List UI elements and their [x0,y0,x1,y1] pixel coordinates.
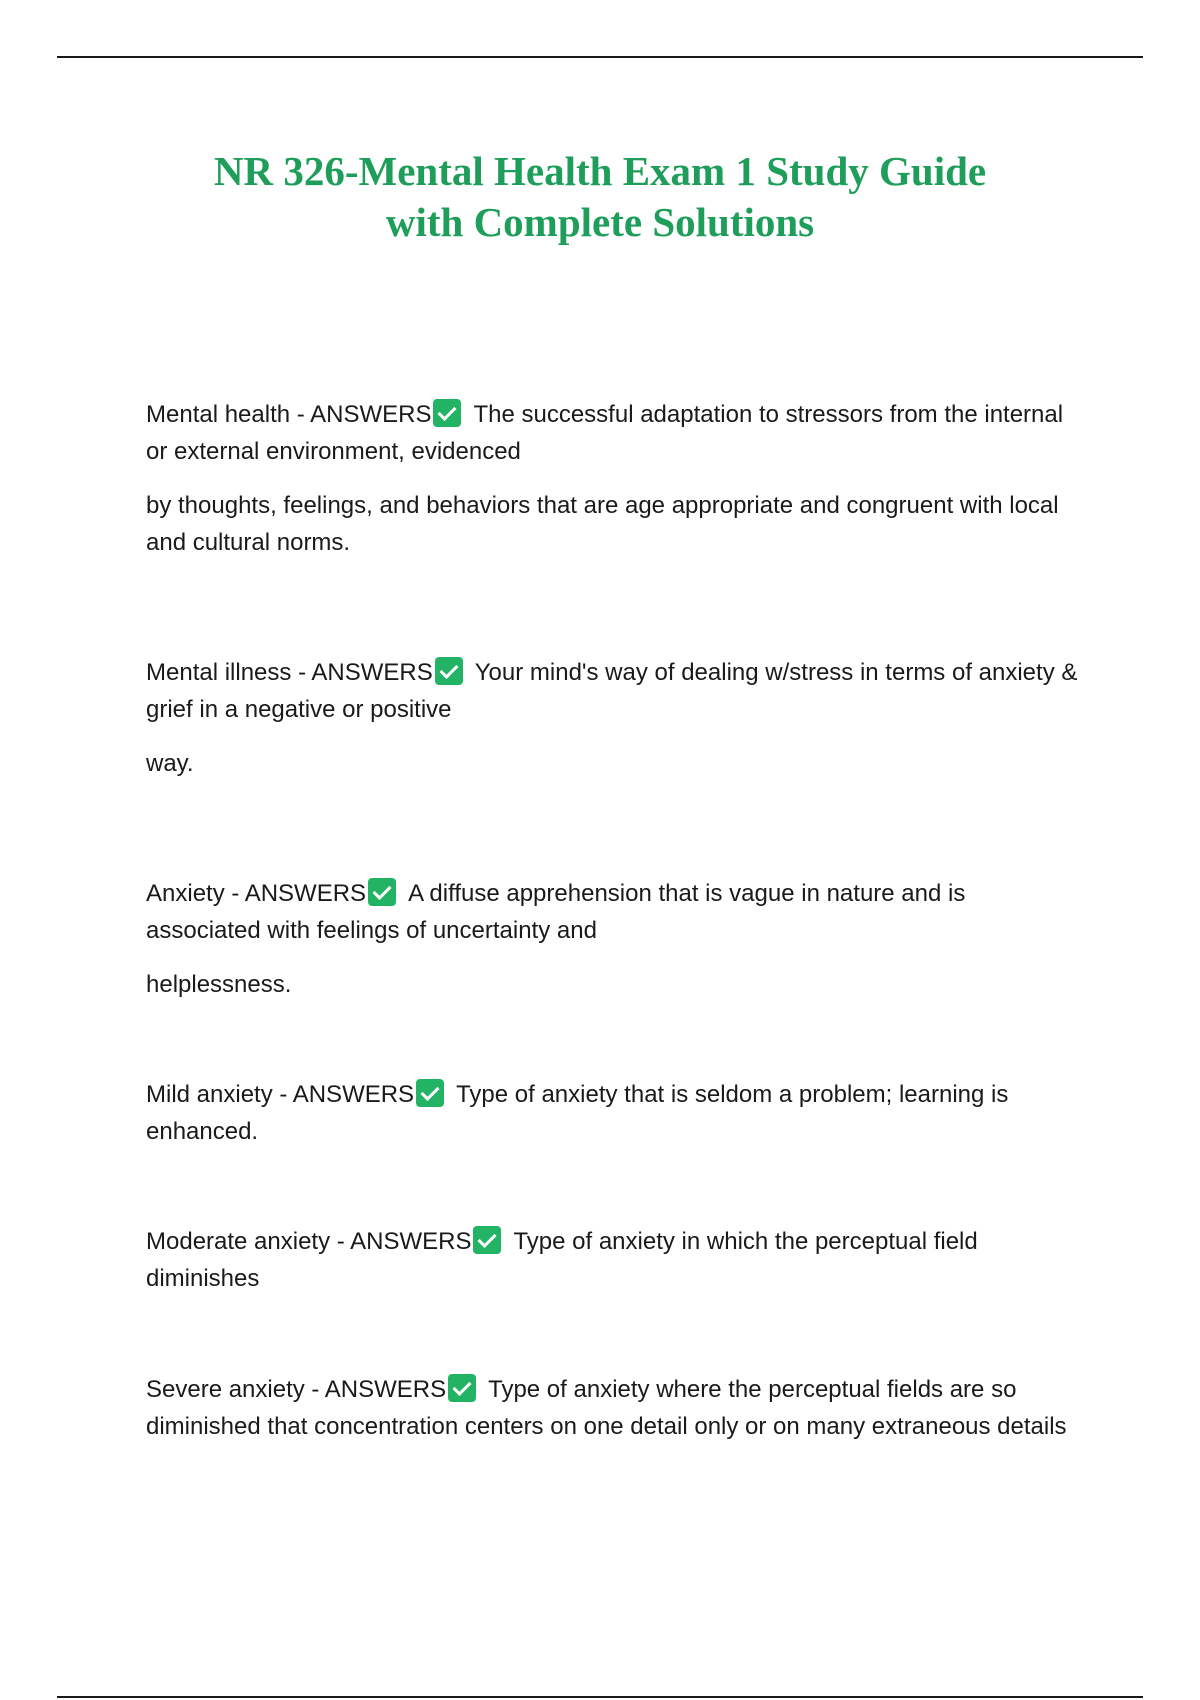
footer-rule [57,1696,1143,1698]
term-label: Severe anxiety - ANSWERS [146,1376,447,1403]
term-label: Moderate anxiety - ANSWERS [146,1228,472,1255]
check-box-icon [416,1079,444,1107]
answer-continuation: way. [146,750,194,777]
qa-entry-first-paragraph [146,1076,1086,1150]
check-box-icon [435,657,463,685]
answer-text: Type of anxiety that is seldom a problem; learning is enhanced. [146,1081,1009,1145]
check-box-icon [448,1374,476,1402]
qa-entry-severe-anxiety [146,1371,1086,1445]
term-label: Anxiety - ANSWERS [146,880,367,907]
title-line-1: NR 326-Mental Health Exam 1 Study Guide [213,148,987,194]
term-label: Mental illness - ANSWERS [146,659,433,686]
check-box-icon [473,1226,501,1254]
header-rule [57,56,1143,58]
check-box-icon [368,878,396,906]
term-label: Mild anxiety - ANSWERS [146,1081,415,1108]
answer-text: Type of anxiety in which the perceptual field diminishes [146,1228,978,1292]
document-title [100,146,1100,248]
qa-entry-first-paragraph [146,396,1086,470]
qa-entry-first-paragraph [146,875,1086,949]
qa-entry-mental-health [146,396,1086,561]
qa-entry-mild-anxiety [146,1076,1086,1150]
term-label: Mental health - ANSWERS [146,401,432,428]
qa-entry-moderate-anxiety [146,1223,1086,1297]
title-line-2: with Complete Solutions [385,199,815,245]
answer-continuation: helplessness. [146,971,292,998]
answer-text: The successful adaptation to stressors from the internal or external environment, evidenced [146,401,1064,465]
qa-entry-mental-illness [146,654,1086,782]
answer-text: A diffuse apprehension that is vague in nature and is associated with feelings of uncertainty and [146,880,966,944]
check-box-icon [433,399,461,427]
qa-entry-first-paragraph [146,654,1086,728]
qa-entry-first-paragraph [146,1223,1086,1297]
answer-text: Your mind's way of dealing w/stress in terms of anxiety & grief in a negative or positive [146,659,1078,723]
answer-continuation: by thoughts, feelings, and behaviors that are age appropriate and congruent with local and cultural norms. [146,492,1059,556]
answer-text: Type of anxiety where the perceptual fields are so diminished that concentration centers on one detail only or on many extraneous details [146,1376,1067,1440]
qa-entry-first-paragraph [146,1371,1086,1445]
qa-list [146,396,1086,1445]
qa-entry-anxiety [146,875,1086,1003]
